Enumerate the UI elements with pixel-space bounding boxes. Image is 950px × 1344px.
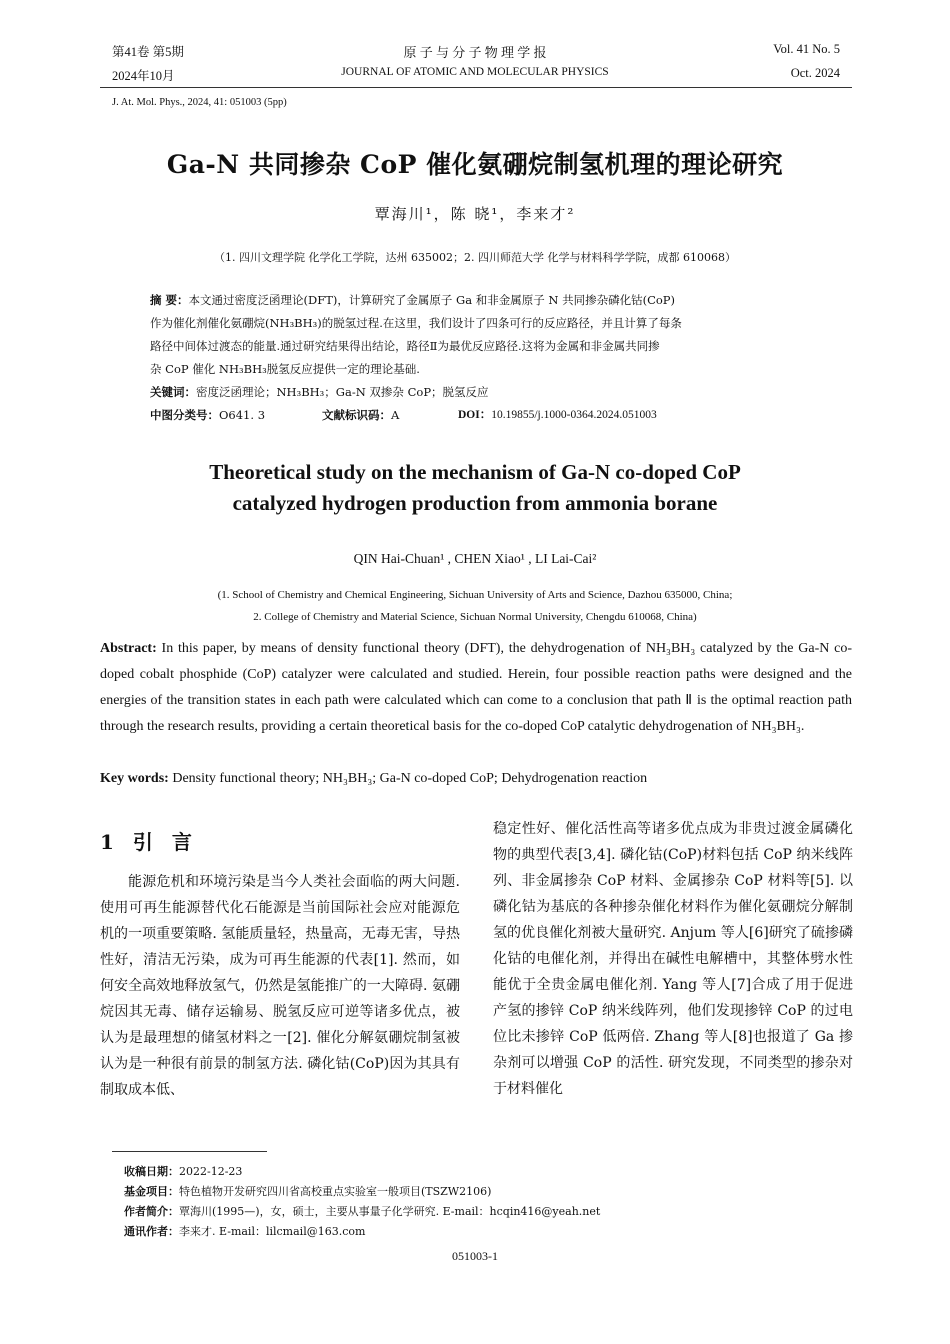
fund-text: 特色植物开发研究四川省高校重点实验室一般项目(TSZW2106) xyxy=(179,1185,492,1198)
header-vol-en: Vol. 41 No. 5 xyxy=(773,42,840,56)
affiliation-en xyxy=(0,584,950,628)
body-left-column xyxy=(100,869,460,1103)
abstract-en xyxy=(100,636,852,740)
doi-label: DOI： xyxy=(458,409,492,421)
affiliation-en-line1: (1. School of Chemistry and Chemical Engineering, Sichuan University of Arts and Science, Dazhou 635000, China; xyxy=(217,589,733,601)
corresponding-author: 李来才. E-mail：lilcmail@163.com xyxy=(179,1225,366,1238)
body-left-paragraph: 能源危机和环境污染是当今人类社会面临的两大问题. 使用可再生能源替代化石能源是当前国际社会应对能源危机的一项重要策略. 氢能质量轻，热量高，无毒无害，导热性好，清洁无污染，成为可再生能源的代表[1]. 然而，如何安全高效地释放氢气，仍然是氢能推广的一大障碍. 氨硼烷因其无毒、储存运输易、脱氢反应可逆等诸多优点，被认为是最理想的储氢材料之一[2]. 催化分解氨硼烷制氢被认为是一种很有前景的制氢方法. 磷化钴(CoP)因为其具有制取成本低、 xyxy=(100,874,460,1098)
doccode-value: A xyxy=(391,408,400,422)
body-right-column xyxy=(493,816,853,1102)
abstract-cn-line2: 作为催化剂催化氨硼烷(NH₃BH₃)的脱氢过程.在这里，我们设计了四条可行的反应路径，并且计算了每条 xyxy=(150,316,682,330)
abstract-cn-line1: 本文通过密度泛函理论(DFT)，计算研究了金属原子 Ga 和非金属原子 N 共同掺杂磷化钴(CoP) xyxy=(188,293,676,307)
affiliation-en-line2: 2. College of Chemistry and Material Science, Sichuan Normal University, Chengdu 610068, China) xyxy=(253,611,697,623)
affiliation-cn: （1. 四川文理学院 化学化工学院，达州 635002；2. 四川师范大学 化学与材料科学学院，成都 610068） xyxy=(214,251,736,264)
footnotes xyxy=(124,1162,824,1242)
body-right-paragraph: 稳定性好、催化活性高等诸多优点成为非贵过渡金属磷化物的典型代表[3,4]. 磷化钴(CoP)材料包括 CoP 纳米线阵列、非金属掺杂 CoP 材料、金属掺杂 CoP 材料等[5]. 以磷化钴为基底的各种掺杂催化材料作为催化氨硼烷分解制氢的优良催化剂被大量研究. Anjum 等人[6]研究了硫掺磷化钴的电催化剂，并得出在碱性电解槽中，其整体劈水性能优于全贵金属电催化剂. Yang 等人[7]合成了用于促进产氢的掺锌 CoP 纳米线阵列，他们发现掺锌 CoP 的过电位比未掺锌 CoP 低两倍. Zhang 等人[8]也报道了 Ga 掺杂剂可以增强 CoP 的活性. 研究发现，不同类型的掺杂对于材料催化 xyxy=(493,821,853,1097)
keywords-cn: 密度泛函理论；NH₃BH₃；Ga-N 双掺杂 CoP；脱氢反应 xyxy=(196,385,489,399)
fund-label: 基金项目： xyxy=(124,1185,179,1198)
abstract-cn-line4: 杂 CoP 催化 NH₃BH₃脱氢反应提供一定的理论基础. xyxy=(150,362,420,376)
keywords-en-block xyxy=(100,766,852,792)
clc-label: 中图分类号： xyxy=(150,408,219,422)
doccode-label: 文献标识码： xyxy=(322,408,391,422)
author-bio: 覃海川(1995—)，女，硕士，主要从事量子化学研究. E-mail：hcqin416@yeah.net xyxy=(179,1205,601,1218)
clc-value: O641. 3 xyxy=(219,408,266,422)
received-label: 收稿日期： xyxy=(124,1165,179,1178)
authors-cn: 覃海川¹，陈 晓¹，李来才² xyxy=(374,205,576,223)
title-en-line1: Theoretical study on the mechanism of Ga-N co-doped CoP xyxy=(209,460,741,484)
title-en-line2: catalyzed hydrogen production from ammonia borane xyxy=(232,491,718,515)
section-heading-intro: 1 引 言 xyxy=(100,830,198,854)
keywords-en: Density functional theory; NH₃BH₃; Ga-N co-doped CoP; Dehydrogenation reaction xyxy=(168,771,648,786)
footnote-rule xyxy=(112,1151,267,1152)
abstract-cn xyxy=(150,289,805,427)
abstract-cn-line3: 路径中间体过渡态的能量.通过研究结果得出结论，路径Ⅱ为最优反应路径.这将为金属和非金属共同掺 xyxy=(150,339,660,353)
title-cn: Ga-N 共同掺杂 CoP 催化氨硼烷制氢机理的理论研究 xyxy=(166,150,784,179)
abstract-en-label: Abstract: xyxy=(100,641,157,656)
header-rule xyxy=(100,87,852,88)
keywords-en-label: Key words: xyxy=(100,771,169,786)
abstract-en-text: In this paper, by means of density functional theory (DFT), the dehydrogenation of NH₃BH₃ catalyzed by the Ga-N co-doped cobalt phosphide (CoP) catalyzer were calculated and studied. Herein, four possible reaction paths were designed and the energies of the transition states in each path were calculated which can come to a conclusion that path Ⅱ is the optimal reaction path through the research results, providing a certain theoretical basis for the co-doped CoP catalytic dehydrogenation of NH₃BH₃. xyxy=(100,641,852,734)
header-date-en: Oct. 2024 xyxy=(790,66,840,80)
header-journal-en: JOURNAL OF ATOMIC AND MOLECULAR PHYSICS xyxy=(341,66,609,78)
keywords-cn-label: 关键词： xyxy=(150,385,196,399)
page-number: 051003-1 xyxy=(452,1249,498,1263)
header-date: 2024年10月 xyxy=(112,69,175,83)
author-bio-label: 作者简介： xyxy=(124,1205,179,1218)
received-date: 2022-12-23 xyxy=(179,1165,243,1178)
authors-en: QIN Hai-Chuan¹ , CHEN Xiao¹ , LI Lai-Cai² xyxy=(353,551,597,566)
title-en xyxy=(0,457,950,519)
corresponding-label: 通讯作者： xyxy=(124,1225,179,1238)
abstract-cn-label: 摘 要： xyxy=(150,293,189,307)
citation: J. At. Mol. Phys., 2024, 41: 051003 (5pp) xyxy=(112,97,287,108)
doi-value[interactable]: 10.19855/j.1000-0364.2024.051003 xyxy=(491,409,657,421)
header-journal-cn: 原 子 与 分 子 物 理 学 报 xyxy=(403,45,547,60)
header-volume-issue: 第41卷 第5期 xyxy=(112,45,184,59)
